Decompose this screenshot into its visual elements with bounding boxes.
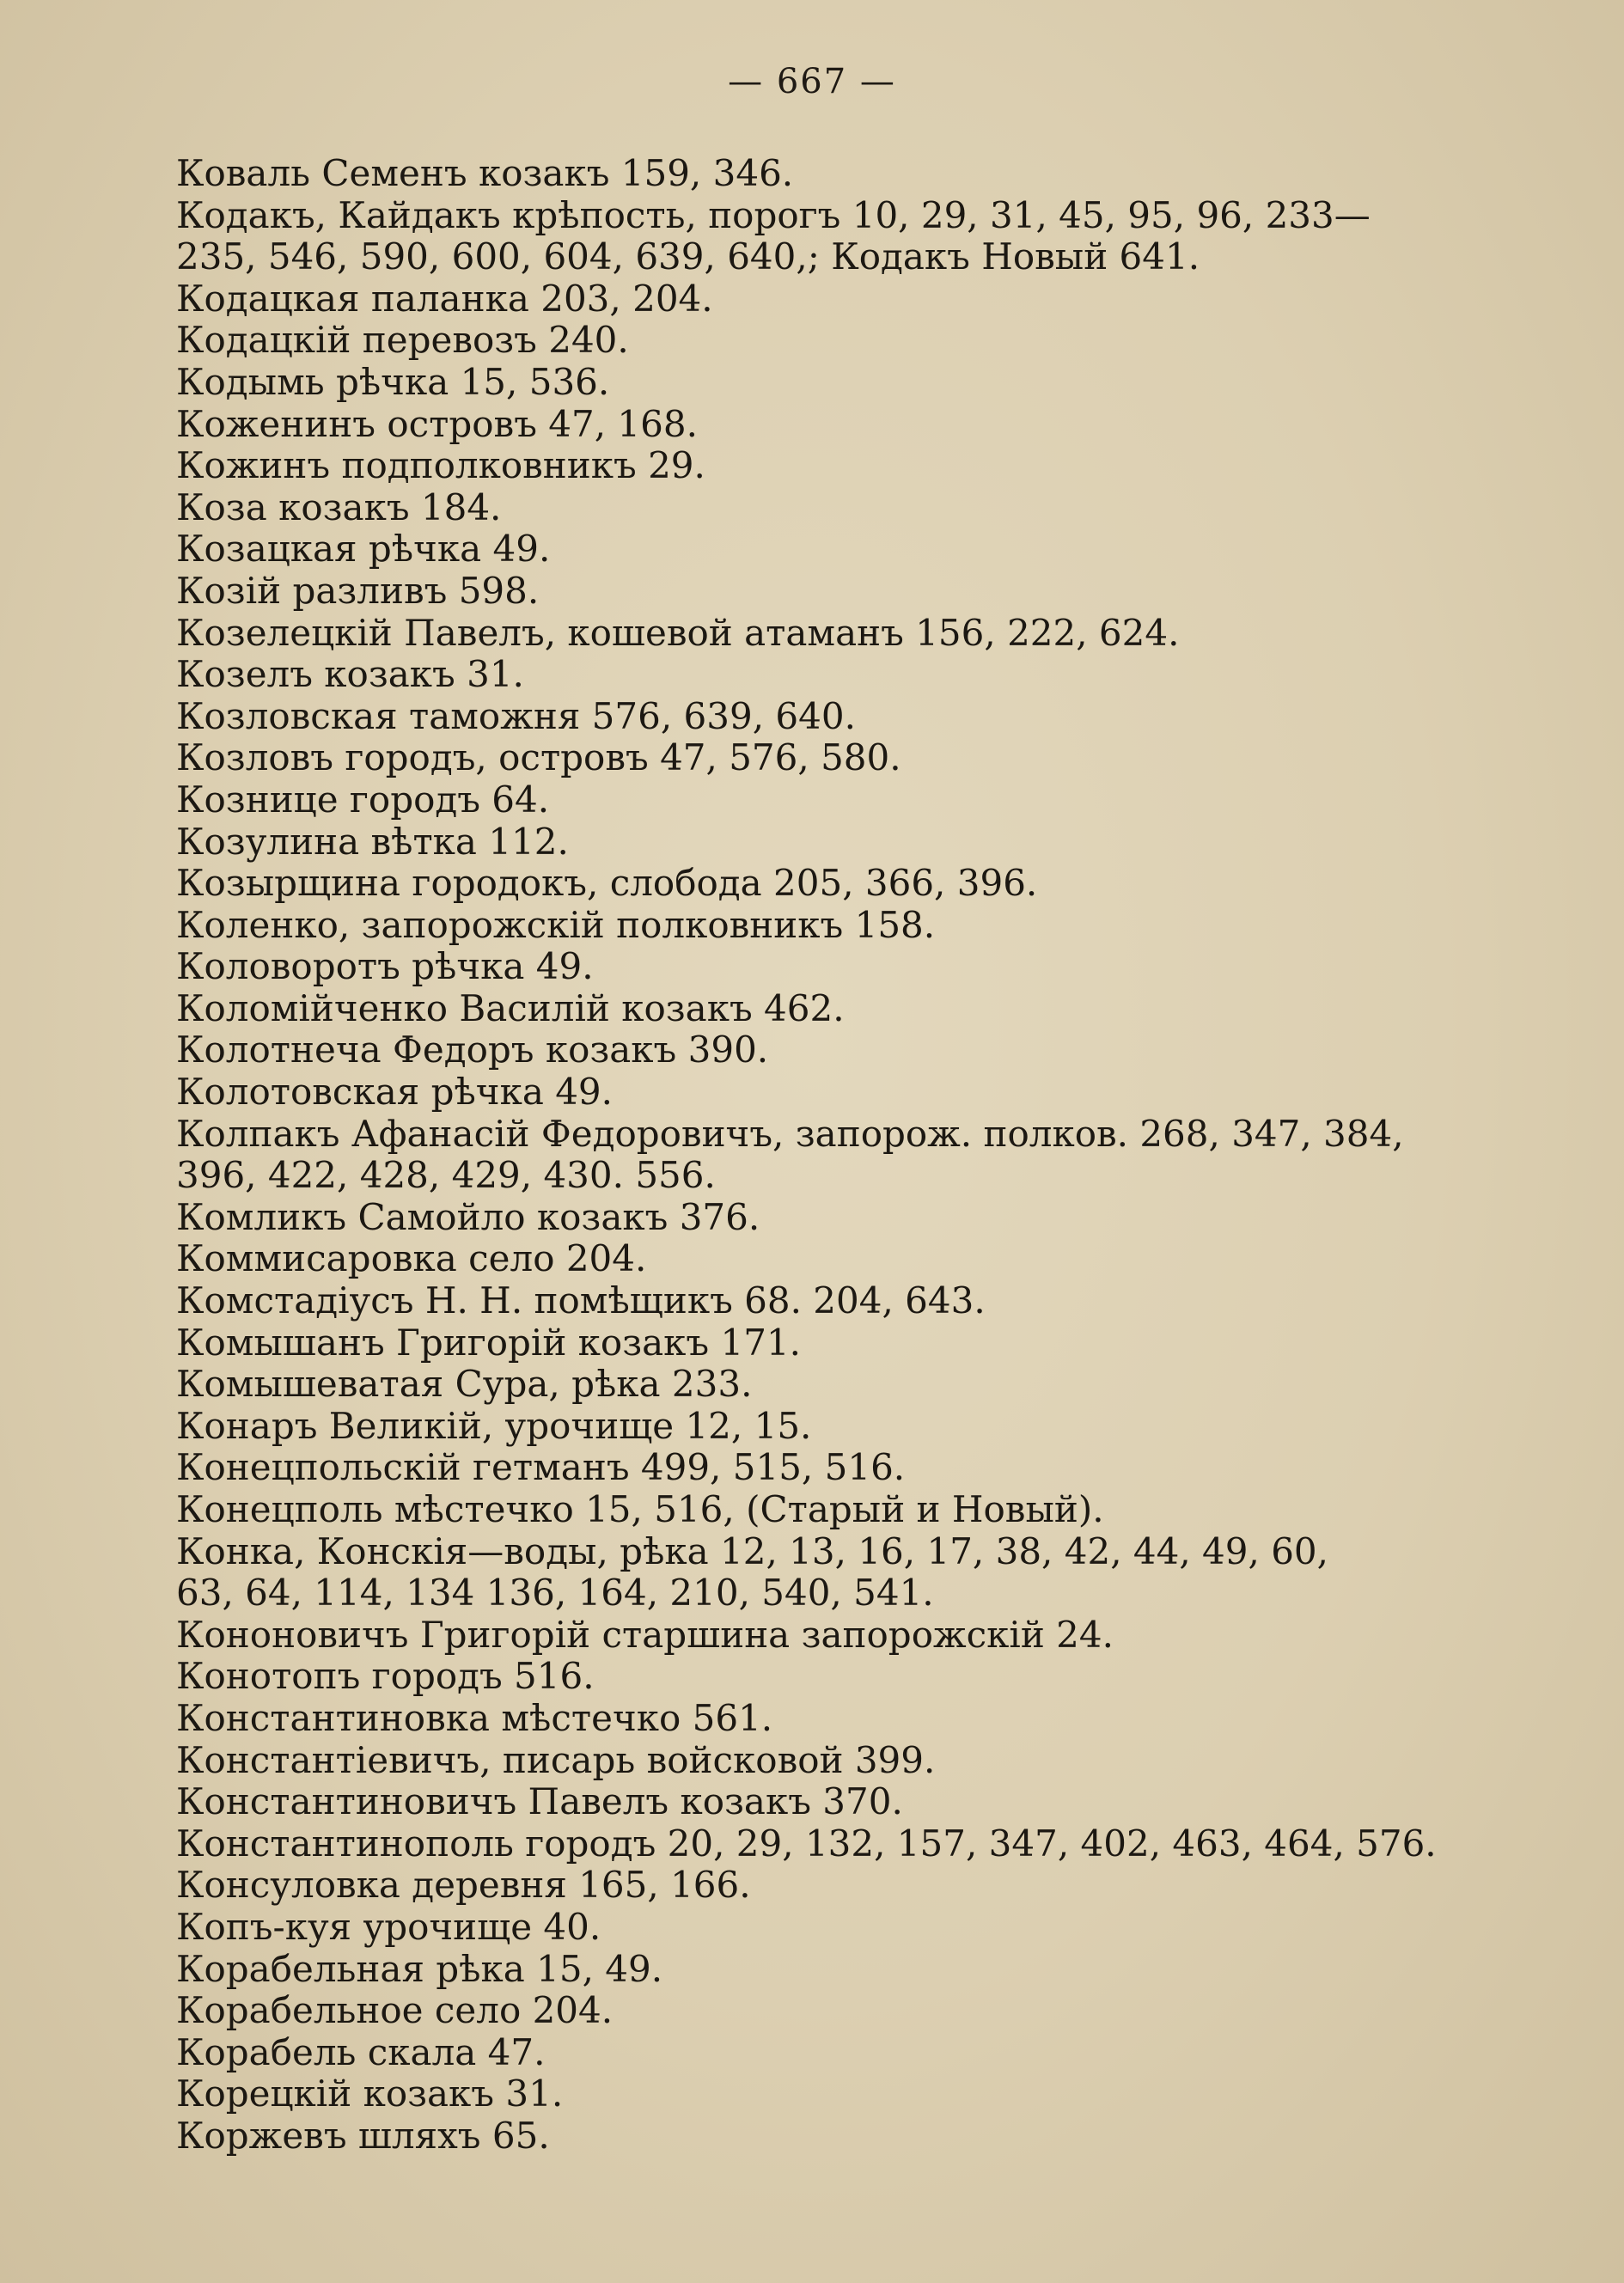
entry-line: Кожинъ подполковникъ 29. (176, 444, 705, 487)
index-entry (176, 946, 1448, 988)
index-list (176, 153, 1448, 2158)
index-entry (176, 1531, 1448, 1615)
entry-line: Козацкая рѣчка 49. (176, 528, 551, 571)
entry-line: Конотопъ городъ 516. (176, 1655, 595, 1698)
index-entry (176, 779, 1448, 821)
index-entry (176, 696, 1448, 738)
index-entry (176, 1990, 1448, 2032)
entry-line: Коваль Семенъ козакъ 159, 346. (176, 152, 794, 194)
entry-line: Комликъ Самойло козакъ 376. (176, 1195, 760, 1238)
entry-line: Консуловка деревня 165, 166. (176, 1864, 751, 1907)
entry-line: Корабель скала 47. (176, 2030, 546, 2073)
index-entry (176, 487, 1448, 529)
entry-line: Константіевичъ, писарь войсковой 399. (176, 1738, 936, 1781)
index-entry (176, 2115, 1448, 2158)
index-entry (176, 195, 1448, 278)
entry-line: Коленко, запорожскій полковникъ 158. (176, 903, 936, 946)
index-entry (176, 1280, 1448, 1322)
index-entry (176, 1029, 1448, 1071)
index-entry (176, 1322, 1448, 1364)
index-entry (176, 905, 1448, 947)
index-entry (176, 2032, 1448, 2074)
entry-line: Колпакъ Афанасій Федоровичъ, запорож. полков. 268, 347, 384, (176, 1112, 1404, 1155)
entry-line: Козловъ городъ, островъ 47, 576, 580. (176, 736, 901, 779)
index-entry (176, 445, 1448, 487)
entry-line: Конка, Конскія—воды, рѣка 12, 13, 16, 17, 38, 42, 44, 49, 60, (176, 1529, 1328, 1572)
index-entry (176, 1740, 1448, 1782)
entry-line: Кознице городъ 64. (176, 778, 550, 821)
entry-line: Кодацкая паланка 203, 204. (176, 277, 713, 320)
index-entry (176, 571, 1448, 613)
index-entry (176, 988, 1448, 1030)
index-entry (176, 654, 1448, 696)
index-entry (176, 821, 1448, 864)
index-entry (176, 1489, 1448, 1531)
entry-line: Козловская таможня 576, 639, 640. (176, 694, 856, 737)
entry-line: Корабельная рѣка 15, 49. (176, 1947, 663, 1990)
entry-line: Копъ-куя урочище 40. (176, 1905, 601, 1948)
page-number: — 667 — (728, 62, 896, 101)
index-entry (176, 1238, 1448, 1280)
entry-line: Коза козакъ 184. (176, 485, 502, 528)
index-entry (176, 1197, 1448, 1239)
entry-line: Константинополь городъ 20, 29, 132, 157, 347, 402, 463, 464, 576. (176, 1822, 1437, 1865)
entry-line: Коломійченко Василій козакъ 462. (176, 986, 845, 1029)
index-entry (176, 1447, 1448, 1489)
entry-line: Колотнеча Федоръ козакъ 390. (176, 1029, 769, 1071)
entry-continuation-line: 235, 546, 590, 600, 604, 639, 640,; Кодакъ Новый 641. (176, 235, 1200, 278)
entry-line: Комстадіусъ Н. Н. помѣщикъ 68. 204, 643. (176, 1279, 986, 1322)
entry-line: Комышанъ Григорій козакъ 171. (176, 1321, 802, 1364)
index-entry (176, 1615, 1448, 1657)
entry-line: Корецкій козакъ 31. (176, 2072, 564, 2115)
index-entry (176, 613, 1448, 655)
index-entry (176, 1698, 1448, 1740)
index-entry (176, 320, 1448, 362)
index-entry (176, 1656, 1448, 1698)
index-entry (176, 153, 1448, 195)
index-entry (176, 1781, 1448, 1823)
entry-line: Кодымь рѣчка 15, 536. (176, 360, 610, 403)
entry-line: Конаръ Великій, урочище 12, 15. (176, 1404, 812, 1447)
entry-line: Коржевъ шляхъ 65. (176, 2114, 550, 2157)
index-entry (176, 528, 1448, 571)
index-entry (176, 278, 1448, 320)
entry-line: Козырщина городокъ, слобода 205, 366, 396. (176, 862, 1038, 905)
index-entry (176, 1406, 1448, 1448)
entry-line: Кодацкій перевозъ 240. (176, 319, 629, 362)
entry-line: Колотовская рѣчка 49. (176, 1071, 613, 1114)
entry-continuation-line: 63, 64, 114, 134 136, 164, 210, 540, 541. (176, 1572, 934, 1615)
entry-line: Коммисаровка село 204. (176, 1237, 647, 1280)
entry-line: Кононовичъ Григорій старшина запорожскій 24. (176, 1613, 1114, 1656)
entry-line: Коженинъ островъ 47, 168. (176, 402, 698, 445)
entry-continuation-line: 396, 422, 428, 429, 430. 556. (176, 1154, 716, 1197)
index-entry (176, 737, 1448, 779)
entry-line: Козулина вѣтка 112. (176, 820, 569, 863)
entry-line: Конецпольскій гетманъ 499, 515, 516. (176, 1446, 906, 1489)
index-entry (176, 1949, 1448, 1991)
entry-line: Козелецкій Павелъ, кошевой атаманъ 156, 222, 624. (176, 611, 1180, 654)
entry-line: Конецполь мѣстечко 15, 516, (Старый и Новый). (176, 1488, 1104, 1530)
entry-line: Константиновка мѣстечко 561. (176, 1696, 773, 1739)
entry-line: Комышеватая Сура, рѣка 233. (176, 1363, 753, 1406)
entry-line: Кодакъ, Кайдакъ крѣпость, порогъ 10, 29, 31, 45, 95, 96, 233— (176, 193, 1371, 236)
index-entry (176, 1907, 1448, 1949)
index-entry (176, 1364, 1448, 1406)
entry-line: Коловоротъ рѣчка 49. (176, 945, 594, 988)
index-entry (176, 362, 1448, 404)
index-entry (176, 2073, 1448, 2115)
index-entry (176, 863, 1448, 905)
entry-line: Константиновичъ Павелъ козакъ 370. (176, 1780, 903, 1823)
index-entry (176, 1823, 1448, 1865)
entry-line: Корабельное село 204. (176, 1989, 614, 2032)
index-entry (176, 1071, 1448, 1114)
index-entry (176, 1865, 1448, 1907)
entry-line: Козелъ козакъ 31. (176, 653, 524, 696)
index-entry (176, 1114, 1448, 1197)
entry-line: Козій разливъ 598. (176, 569, 540, 612)
index-entry (176, 404, 1448, 446)
